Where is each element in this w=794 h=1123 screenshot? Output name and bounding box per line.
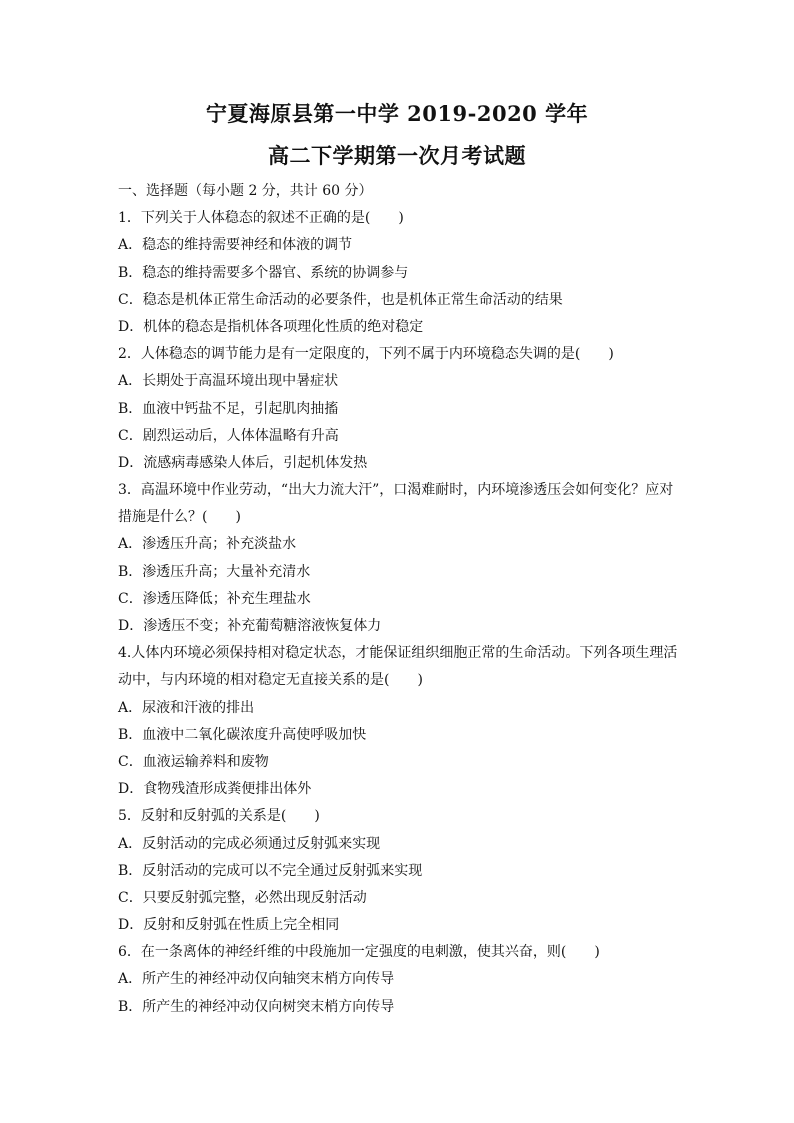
option-a: A．反射活动的完成必须通过反射弧来实现 (118, 835, 381, 852)
question-stem: 2．人体稳态的调节能力是有一定限度的，下列不属于内环境稳态失调的是( ) (118, 346, 614, 363)
option-d: D．流感病毒感染人体后，引起机体发热 (118, 454, 368, 471)
option-c: C．剧烈运动后，人体体温略有升高 (118, 427, 339, 444)
option-b: B．血液中二氧化碳浓度升高使呼吸加快 (118, 726, 367, 743)
exam-content (118, 178, 678, 1021)
option-a: A．所产生的神经冲动仅向轴突末梢方向传导 (118, 971, 395, 988)
question-2 (118, 341, 678, 477)
question-3 (118, 477, 678, 640)
question-stem: 4.人体内环境必须保持相对稳定状态，才能保证组织细胞正常的生命活动。下列各项生理活 (118, 645, 678, 662)
option-c: C．稳态是机体正常生命活动的必要条件，也是机体正常生命活动的结果 (118, 291, 563, 308)
option-d: D．机体的稳态是指机体各项理化性质的绝对稳定 (118, 318, 424, 335)
option-c: C．血液运输养料和废物 (118, 753, 269, 770)
document-subtitle: 高二下学期第一次月考试题 (268, 143, 526, 168)
option-a: A．长期处于高温环境出现中暑症状 (118, 373, 339, 390)
option-b: B．所产生的神经冲动仅向树突末梢方向传导 (118, 998, 395, 1015)
question-1 (118, 205, 678, 341)
option-a: A．尿液和汗液的排出 (118, 699, 255, 716)
option-d: D．渗透压不变；补充葡萄糖溶液恢复体力 (118, 618, 382, 634)
question-stem: 1．下列关于人体稳态的叙述不正确的是( ) (118, 210, 404, 227)
question-stem: 5．反射和反射弧的关系是( ) (118, 808, 320, 825)
question-stem: 6．在一条离体的神经纤维的中段施加一定强度的电刺激，使其兴奋，则( ) (118, 944, 600, 961)
option-b: B．渗透压升高；大量补充清水 (118, 563, 311, 580)
question-stem-continued: 动中，与内环境的相对稳定无直接关系的是( ) (118, 672, 423, 689)
question-stem-continued: 措施是什么？( ) (118, 509, 241, 526)
option-b: B．反射活动的完成可以不完全通过反射弧来实现 (118, 862, 423, 879)
option-b: B．血液中钙盐不足，引起肌肉抽搐 (118, 400, 339, 417)
option-a: A．渗透压升高；补充淡盐水 (118, 536, 297, 553)
option-b: B．稳态的维持需要多个器官、系统的协调参与 (118, 264, 409, 281)
question-4 (118, 640, 678, 803)
question-stem: 3．高温环境中作业劳动，“出大力流大汗”，口渴难耐时，内环境渗透压会如何变化？应对 (118, 482, 674, 499)
document-title: 宁夏海原县第一中学 2019-2020 学年 (205, 101, 589, 126)
option-d: D．食物残渣形成粪便排出体外 (118, 781, 312, 798)
question-5 (118, 803, 678, 939)
option-c: C．只要反射弧完整，必然出现反射活动 (118, 889, 367, 906)
option-d: D．反射和反射弧在性质上完全相同 (118, 917, 340, 934)
question-6 (118, 939, 678, 1021)
option-c: C．渗透压降低；补充生理盐水 (118, 590, 311, 607)
section-heading: 一、选择题（每小题 2 分，共计 60 分） (118, 183, 373, 199)
option-a: A．稳态的维持需要神经和体液的调节 (118, 237, 353, 254)
